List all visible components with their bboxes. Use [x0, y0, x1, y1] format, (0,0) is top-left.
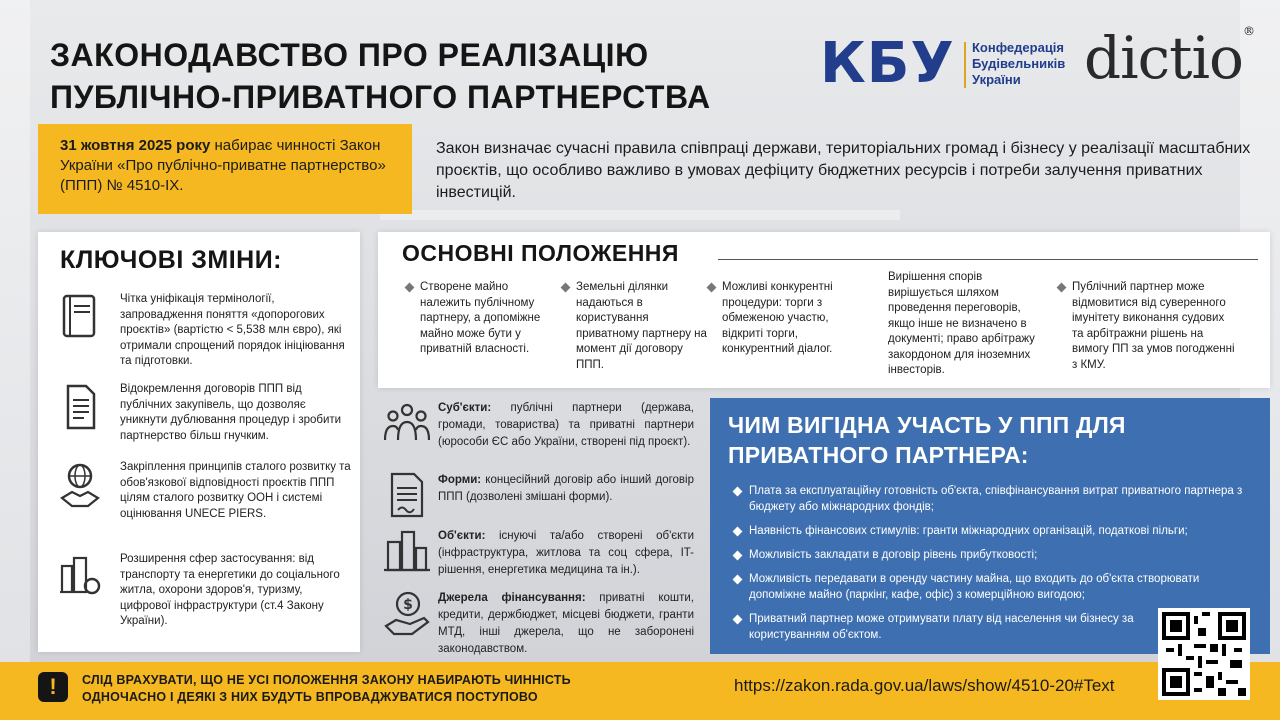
city-gear-icon: [58, 552, 102, 602]
heading-rule: [718, 259, 1258, 260]
document-icon: [58, 382, 102, 432]
key-change-item: [58, 460, 358, 540]
provision-item: [406, 280, 556, 358]
benefit-text: Наявність фінансових стимулів: гранти міжнародних організацій, податкові пільги;: [749, 525, 1188, 537]
provision-text: Земельні ділянки надаються в користування приватному партнеру на момент дії договору ППП.: [576, 281, 707, 371]
warning-icon: !: [38, 672, 68, 702]
warning-line-1: СЛІД ВРАХУВАТИ, ЩО НЕ УСІ ПОЛОЖЕННЯ ЗАКОНУ НАБИРАЮТЬ ЧИННІСТЬ: [82, 673, 571, 687]
warning-line-2: ОДНОЧАСНО І ДЕЯКІ З НИХ БУДУТЬ ВПРОВАДЖУВАТИСЯ ПОСТУПОВО: [82, 690, 538, 704]
benefit-text: Плата за експлуатаційну готовність об'єкта, співфінансування витрат приватного партнера з бюджету або міжнародних фондів;: [749, 485, 1243, 513]
benefit-text: Приватний партнер може отримувати плату від населення чи бізнесу за користуванням об'єктом.: [749, 613, 1134, 641]
contract-icon: [384, 472, 430, 518]
benefit-item: [734, 524, 1254, 540]
detail-text: [438, 472, 694, 506]
kbu-logo-letters: КБУ: [820, 31, 955, 96]
footer-bar: [0, 662, 1280, 720]
handshake-globe-icon: [58, 460, 102, 510]
people-icon: [384, 400, 430, 446]
provision-text: Вирішення спорів вирішується шляхом проведення переговорів, якщо інше не визначено в документі; право арбітражу закордоном для іноземних інвесторів.: [888, 271, 1035, 376]
provision-item: [708, 280, 858, 358]
page-title: [50, 34, 750, 118]
effective-date: 31 жовтня 2025 року: [60, 137, 211, 154]
law-url-link[interactable]: https://zakon.rada.gov.ua/laws/show/4510-20#Text: [734, 676, 1115, 695]
detail-label: Суб'єкти:: [438, 402, 492, 414]
key-change-item: [58, 292, 358, 372]
title-line-1: ЗАКОНОДАВСТВО ПРО РЕАЛІЗАЦІЮ: [50, 37, 649, 73]
kbu-line-1: Конфедерація: [972, 40, 1065, 55]
detail-text: [438, 528, 694, 579]
benefits-heading: ЧИМ ВИГІДНА УЧАСТЬ У ППП ДЛЯ ПРИВАТНОГО ПАРТНЕРА:: [728, 412, 1126, 468]
provision-item: [562, 280, 708, 373]
provision-text: Публічний партнер може відмовитися від суверенного імунітету виконання судових та арбітражни рішень на вимогу ПП за умов погодженні з КМУ.: [1072, 281, 1235, 371]
kbu-logo-divider: [964, 42, 966, 88]
benefit-item: [734, 484, 1254, 515]
detail-body: концесійний договір або інший договір ППП (дозволені змішані форми).: [438, 474, 694, 503]
key-change-item: [58, 382, 358, 462]
svg-text:$: $: [403, 597, 413, 613]
effective-date-box: [38, 124, 412, 214]
benefit-item: [734, 548, 1254, 564]
buildings-icon: [384, 528, 430, 574]
key-change-text: Розширення сфер застосування: від транспорту та енергетики до соціального житла, охорони здоров'я, туризму, цифрової інфраструктури (ст.4 Закону України).: [120, 553, 340, 627]
key-change-text: Закріплення принципів сталого розвитку та обов'язкової відповідності проєктів ППП цілям сталого розвитку ООН і системі оцінювання UNECE PIERS.: [120, 461, 351, 520]
kbu-line-2: Будівельників: [972, 56, 1066, 71]
provision-text: Створене майно належить публічному партнеру, а допоміжне майно може бути у приватній власності.: [420, 281, 541, 355]
title-line-2: ПУБЛІЧНО-ПРИВАТНОГО ПАРТНЕРСТВА: [50, 79, 711, 115]
dictio-registered-mark: ®: [1242, 24, 1254, 38]
benefit-item: [734, 572, 1254, 603]
detail-body: існуючі та/або створені об'єкти (інфраструктура, житлова та соц сфера, IT-рішення, енергетика медицина та ін.).: [438, 530, 694, 576]
key-changes-card: [38, 232, 360, 652]
detail-label: Форми:: [438, 474, 482, 486]
detail-text: [438, 400, 694, 451]
dictio-logo-text: dictio: [1084, 24, 1243, 92]
detail-label: Джерела фінансування:: [438, 592, 586, 604]
provision-item: [1058, 280, 1238, 373]
benefit-text: Можливість передавати в оренду частину майна, що входить до об'єкта створювати допоміжне майно (паркінг, кафе, офіс) з комерційною вигодою;: [749, 573, 1200, 601]
qr-code-icon[interactable]: [1158, 608, 1250, 700]
provision-item: [874, 270, 1050, 379]
main-provisions-card: [378, 232, 1270, 388]
qr-code-graphic: [1162, 612, 1246, 696]
benefit-text: Можливість закладати в договір рівень прибутковості;: [749, 549, 1038, 561]
kbu-logo-text: [972, 40, 1065, 88]
money-hand-icon: [384, 590, 430, 636]
detail-text: [438, 590, 694, 658]
book-icon: [58, 292, 102, 342]
key-change-text: Відокремлення договорів ППП від публічних закупівель, що дозволяє уникнути дублювання процедур і зробити партнерство більш гнучким.: [120, 383, 342, 442]
key-change-item: [58, 552, 358, 632]
detail-label: Об'єкти:: [438, 530, 486, 542]
dictio-logo: [1084, 24, 1254, 92]
key-changes-heading: КЛЮЧОВІ ЗМІНИ:: [60, 246, 282, 274]
benefit-item: [734, 612, 1134, 643]
detail-body: приватні кошти, кредити, держбюджет, місцеві бюджети, гранти МТД, інші джерела, що не заборонені законодавством.: [438, 592, 694, 655]
kbu-logo: [820, 31, 1080, 98]
warning-text: [82, 672, 571, 706]
detail-body: публічні партнери (держава, громади, товариства) та приватні партнери (юрособи ЄС або України, створені під проєкт).: [438, 402, 694, 448]
intro-text: Закон визначає сучасні правила співпраці держави, територіальних громад і бізнесу у реалізації масштабних проєктів, що особливо важливо в умовах дефіциту бюджетних ресурсів і потреби залучення приватних інвестицій.: [436, 140, 1251, 201]
kbu-line-3: України: [972, 72, 1021, 87]
effective-date-text: набирає чинності Закон України «Про публічно-приватне партнерство» (ППП) № 4510-IX.: [60, 137, 386, 194]
main-provisions-heading: ОСНОВНІ ПОЛОЖЕННЯ: [402, 240, 679, 266]
key-change-text: Чітка уніфікація термінології, запровадження поняття «допорогових проєктів» (вартістю < 5,538 млн євро), які отримали спрощений порядок ініціювання та підготовки.: [120, 293, 345, 367]
provision-text: Можливі конкурентні процедури: торги з обмеженою участю, відкриті торги, конкурентний діалог.: [722, 281, 833, 355]
